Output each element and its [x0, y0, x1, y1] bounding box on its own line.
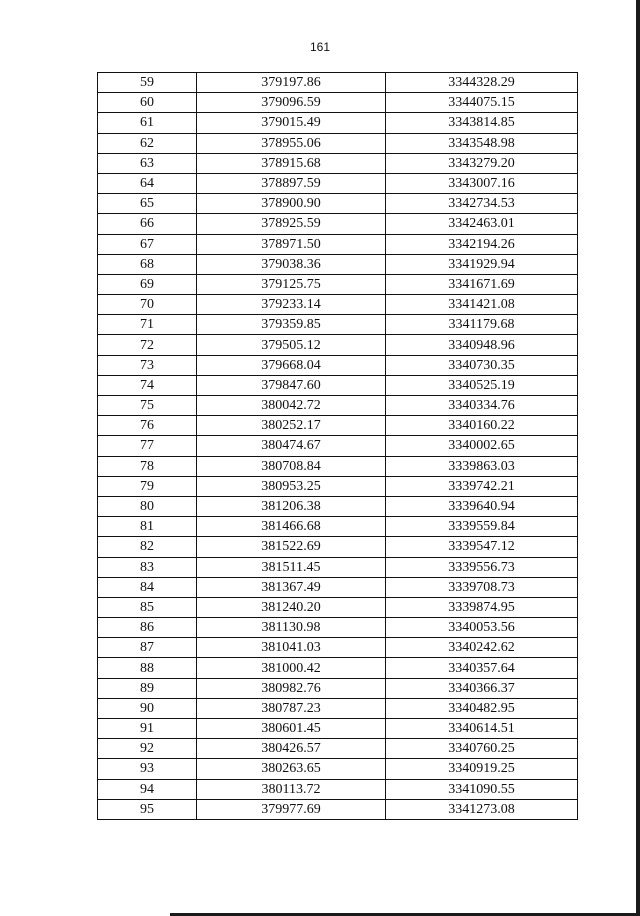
point-number-cell: 73 — [98, 355, 197, 375]
x-coordinate-cell: 381130.98 — [197, 618, 386, 638]
table-row — [98, 678, 578, 698]
table-row — [98, 416, 578, 436]
table-row — [98, 396, 578, 416]
x-coordinate-cell: 381041.03 — [197, 638, 386, 658]
y-coordinate-cell: 3339863.03 — [386, 456, 578, 476]
point-number-cell: 70 — [98, 295, 197, 315]
coordinate-table — [97, 72, 578, 820]
y-coordinate-cell: 3340053.56 — [386, 618, 578, 638]
x-coordinate-cell: 381511.45 — [197, 557, 386, 577]
point-number-cell: 85 — [98, 597, 197, 617]
point-number-cell: 93 — [98, 759, 197, 779]
x-coordinate-cell: 379847.60 — [197, 375, 386, 395]
y-coordinate-cell: 3340242.62 — [386, 638, 578, 658]
x-coordinate-cell: 378925.59 — [197, 214, 386, 234]
table-row — [98, 557, 578, 577]
x-coordinate-cell: 380263.65 — [197, 759, 386, 779]
point-number-cell: 86 — [98, 618, 197, 638]
y-coordinate-cell: 3340482.95 — [386, 698, 578, 718]
point-number-cell: 87 — [98, 638, 197, 658]
y-coordinate-cell: 3340366.37 — [386, 678, 578, 698]
table-row — [98, 799, 578, 819]
point-number-cell: 94 — [98, 779, 197, 799]
x-coordinate-cell: 380953.25 — [197, 476, 386, 496]
y-coordinate-cell: 3340357.64 — [386, 658, 578, 678]
table-row — [98, 234, 578, 254]
point-number-cell: 88 — [98, 658, 197, 678]
x-coordinate-cell: 378897.59 — [197, 173, 386, 193]
x-coordinate-cell: 380252.17 — [197, 416, 386, 436]
x-coordinate-cell: 378915.68 — [197, 153, 386, 173]
point-number-cell: 69 — [98, 274, 197, 294]
point-number-cell: 79 — [98, 476, 197, 496]
table-row — [98, 698, 578, 718]
point-number-cell: 76 — [98, 416, 197, 436]
point-number-cell: 81 — [98, 517, 197, 537]
y-coordinate-cell: 3339742.21 — [386, 476, 578, 496]
table-row — [98, 93, 578, 113]
y-coordinate-cell: 3340730.35 — [386, 355, 578, 375]
point-number-cell: 92 — [98, 739, 197, 759]
point-number-cell: 90 — [98, 698, 197, 718]
x-coordinate-cell: 379505.12 — [197, 335, 386, 355]
table-row — [98, 456, 578, 476]
point-number-cell: 64 — [98, 173, 197, 193]
point-number-cell: 72 — [98, 335, 197, 355]
table-row — [98, 779, 578, 799]
x-coordinate-cell: 380113.72 — [197, 779, 386, 799]
table-row — [98, 73, 578, 93]
y-coordinate-cell: 3340160.22 — [386, 416, 578, 436]
coordinate-table-body — [98, 73, 578, 820]
x-coordinate-cell: 380982.76 — [197, 678, 386, 698]
y-coordinate-cell: 3342734.53 — [386, 194, 578, 214]
table-row — [98, 153, 578, 173]
point-number-cell: 59 — [98, 73, 197, 93]
point-number-cell: 68 — [98, 254, 197, 274]
x-coordinate-cell: 378971.50 — [197, 234, 386, 254]
x-coordinate-cell: 380474.67 — [197, 436, 386, 456]
y-coordinate-cell: 3344328.29 — [386, 73, 578, 93]
y-coordinate-cell: 3344075.15 — [386, 93, 578, 113]
table-row — [98, 638, 578, 658]
table-row — [98, 436, 578, 456]
x-coordinate-cell: 380708.84 — [197, 456, 386, 476]
y-coordinate-cell: 3341929.94 — [386, 254, 578, 274]
y-coordinate-cell: 3341671.69 — [386, 274, 578, 294]
x-coordinate-cell: 381000.42 — [197, 658, 386, 678]
table-row — [98, 618, 578, 638]
y-coordinate-cell: 3343548.98 — [386, 133, 578, 153]
point-number-cell: 65 — [98, 194, 197, 214]
table-row — [98, 274, 578, 294]
table-row — [98, 759, 578, 779]
y-coordinate-cell: 3343007.16 — [386, 173, 578, 193]
x-coordinate-cell: 379197.86 — [197, 73, 386, 93]
y-coordinate-cell: 3343279.20 — [386, 153, 578, 173]
table-row — [98, 375, 578, 395]
x-coordinate-cell: 379038.36 — [197, 254, 386, 274]
x-coordinate-cell: 380601.45 — [197, 719, 386, 739]
x-coordinate-cell: 379125.75 — [197, 274, 386, 294]
table-row — [98, 113, 578, 133]
point-number-cell: 95 — [98, 799, 197, 819]
table-row — [98, 254, 578, 274]
y-coordinate-cell: 3339708.73 — [386, 577, 578, 597]
y-coordinate-cell: 3343814.85 — [386, 113, 578, 133]
table-row — [98, 597, 578, 617]
y-coordinate-cell: 3340919.25 — [386, 759, 578, 779]
point-number-cell: 78 — [98, 456, 197, 476]
table-row — [98, 517, 578, 537]
y-coordinate-cell: 3340002.65 — [386, 436, 578, 456]
table-row — [98, 133, 578, 153]
x-coordinate-cell: 379233.14 — [197, 295, 386, 315]
table-row — [98, 295, 578, 315]
point-number-cell: 80 — [98, 496, 197, 516]
y-coordinate-cell: 3341179.68 — [386, 315, 578, 335]
y-coordinate-cell: 3340760.25 — [386, 739, 578, 759]
y-coordinate-cell: 3339559.84 — [386, 517, 578, 537]
x-coordinate-cell: 381522.69 — [197, 537, 386, 557]
y-coordinate-cell: 3341273.08 — [386, 799, 578, 819]
y-coordinate-cell: 3339640.94 — [386, 496, 578, 516]
x-coordinate-cell: 381206.38 — [197, 496, 386, 516]
y-coordinate-cell: 3340334.76 — [386, 396, 578, 416]
y-coordinate-cell: 3342463.01 — [386, 214, 578, 234]
point-number-cell: 63 — [98, 153, 197, 173]
x-coordinate-cell: 381367.49 — [197, 577, 386, 597]
y-coordinate-cell: 3341421.08 — [386, 295, 578, 315]
table-row — [98, 315, 578, 335]
table-row — [98, 577, 578, 597]
point-number-cell: 77 — [98, 436, 197, 456]
table-row — [98, 173, 578, 193]
table-row — [98, 719, 578, 739]
point-number-cell: 74 — [98, 375, 197, 395]
table-row — [98, 355, 578, 375]
y-coordinate-cell: 3341090.55 — [386, 779, 578, 799]
point-number-cell: 62 — [98, 133, 197, 153]
y-coordinate-cell: 3340525.19 — [386, 375, 578, 395]
point-number-cell: 60 — [98, 93, 197, 113]
y-coordinate-cell: 3340614.51 — [386, 719, 578, 739]
point-number-cell: 84 — [98, 577, 197, 597]
point-number-cell: 71 — [98, 315, 197, 335]
x-coordinate-cell: 380426.57 — [197, 739, 386, 759]
x-coordinate-cell: 379668.04 — [197, 355, 386, 375]
y-coordinate-cell: 3342194.26 — [386, 234, 578, 254]
y-coordinate-cell: 3340948.96 — [386, 335, 578, 355]
table-row — [98, 335, 578, 355]
table-row — [98, 739, 578, 759]
point-number-cell: 67 — [98, 234, 197, 254]
table-row — [98, 658, 578, 678]
x-coordinate-cell: 381466.68 — [197, 517, 386, 537]
x-coordinate-cell: 379359.85 — [197, 315, 386, 335]
x-coordinate-cell: 378955.06 — [197, 133, 386, 153]
x-coordinate-cell: 380787.23 — [197, 698, 386, 718]
x-coordinate-cell: 378900.90 — [197, 194, 386, 214]
table-row — [98, 214, 578, 234]
table-row — [98, 194, 578, 214]
point-number-cell: 61 — [98, 113, 197, 133]
point-number-cell: 89 — [98, 678, 197, 698]
x-coordinate-cell: 380042.72 — [197, 396, 386, 416]
point-number-cell: 91 — [98, 719, 197, 739]
table-row — [98, 496, 578, 516]
y-coordinate-cell: 3339556.73 — [386, 557, 578, 577]
point-number-cell: 75 — [98, 396, 197, 416]
y-coordinate-cell: 3339874.95 — [386, 597, 578, 617]
page-number: 161 — [309, 40, 331, 54]
x-coordinate-cell: 381240.20 — [197, 597, 386, 617]
table-row — [98, 476, 578, 496]
scan-edge-right — [636, 0, 640, 916]
point-number-cell: 83 — [98, 557, 197, 577]
table-row — [98, 537, 578, 557]
point-number-cell: 82 — [98, 537, 197, 557]
x-coordinate-cell: 379015.49 — [197, 113, 386, 133]
y-coordinate-cell: 3339547.12 — [386, 537, 578, 557]
point-number-cell: 66 — [98, 214, 197, 234]
x-coordinate-cell: 379096.59 — [197, 93, 386, 113]
x-coordinate-cell: 379977.69 — [197, 799, 386, 819]
